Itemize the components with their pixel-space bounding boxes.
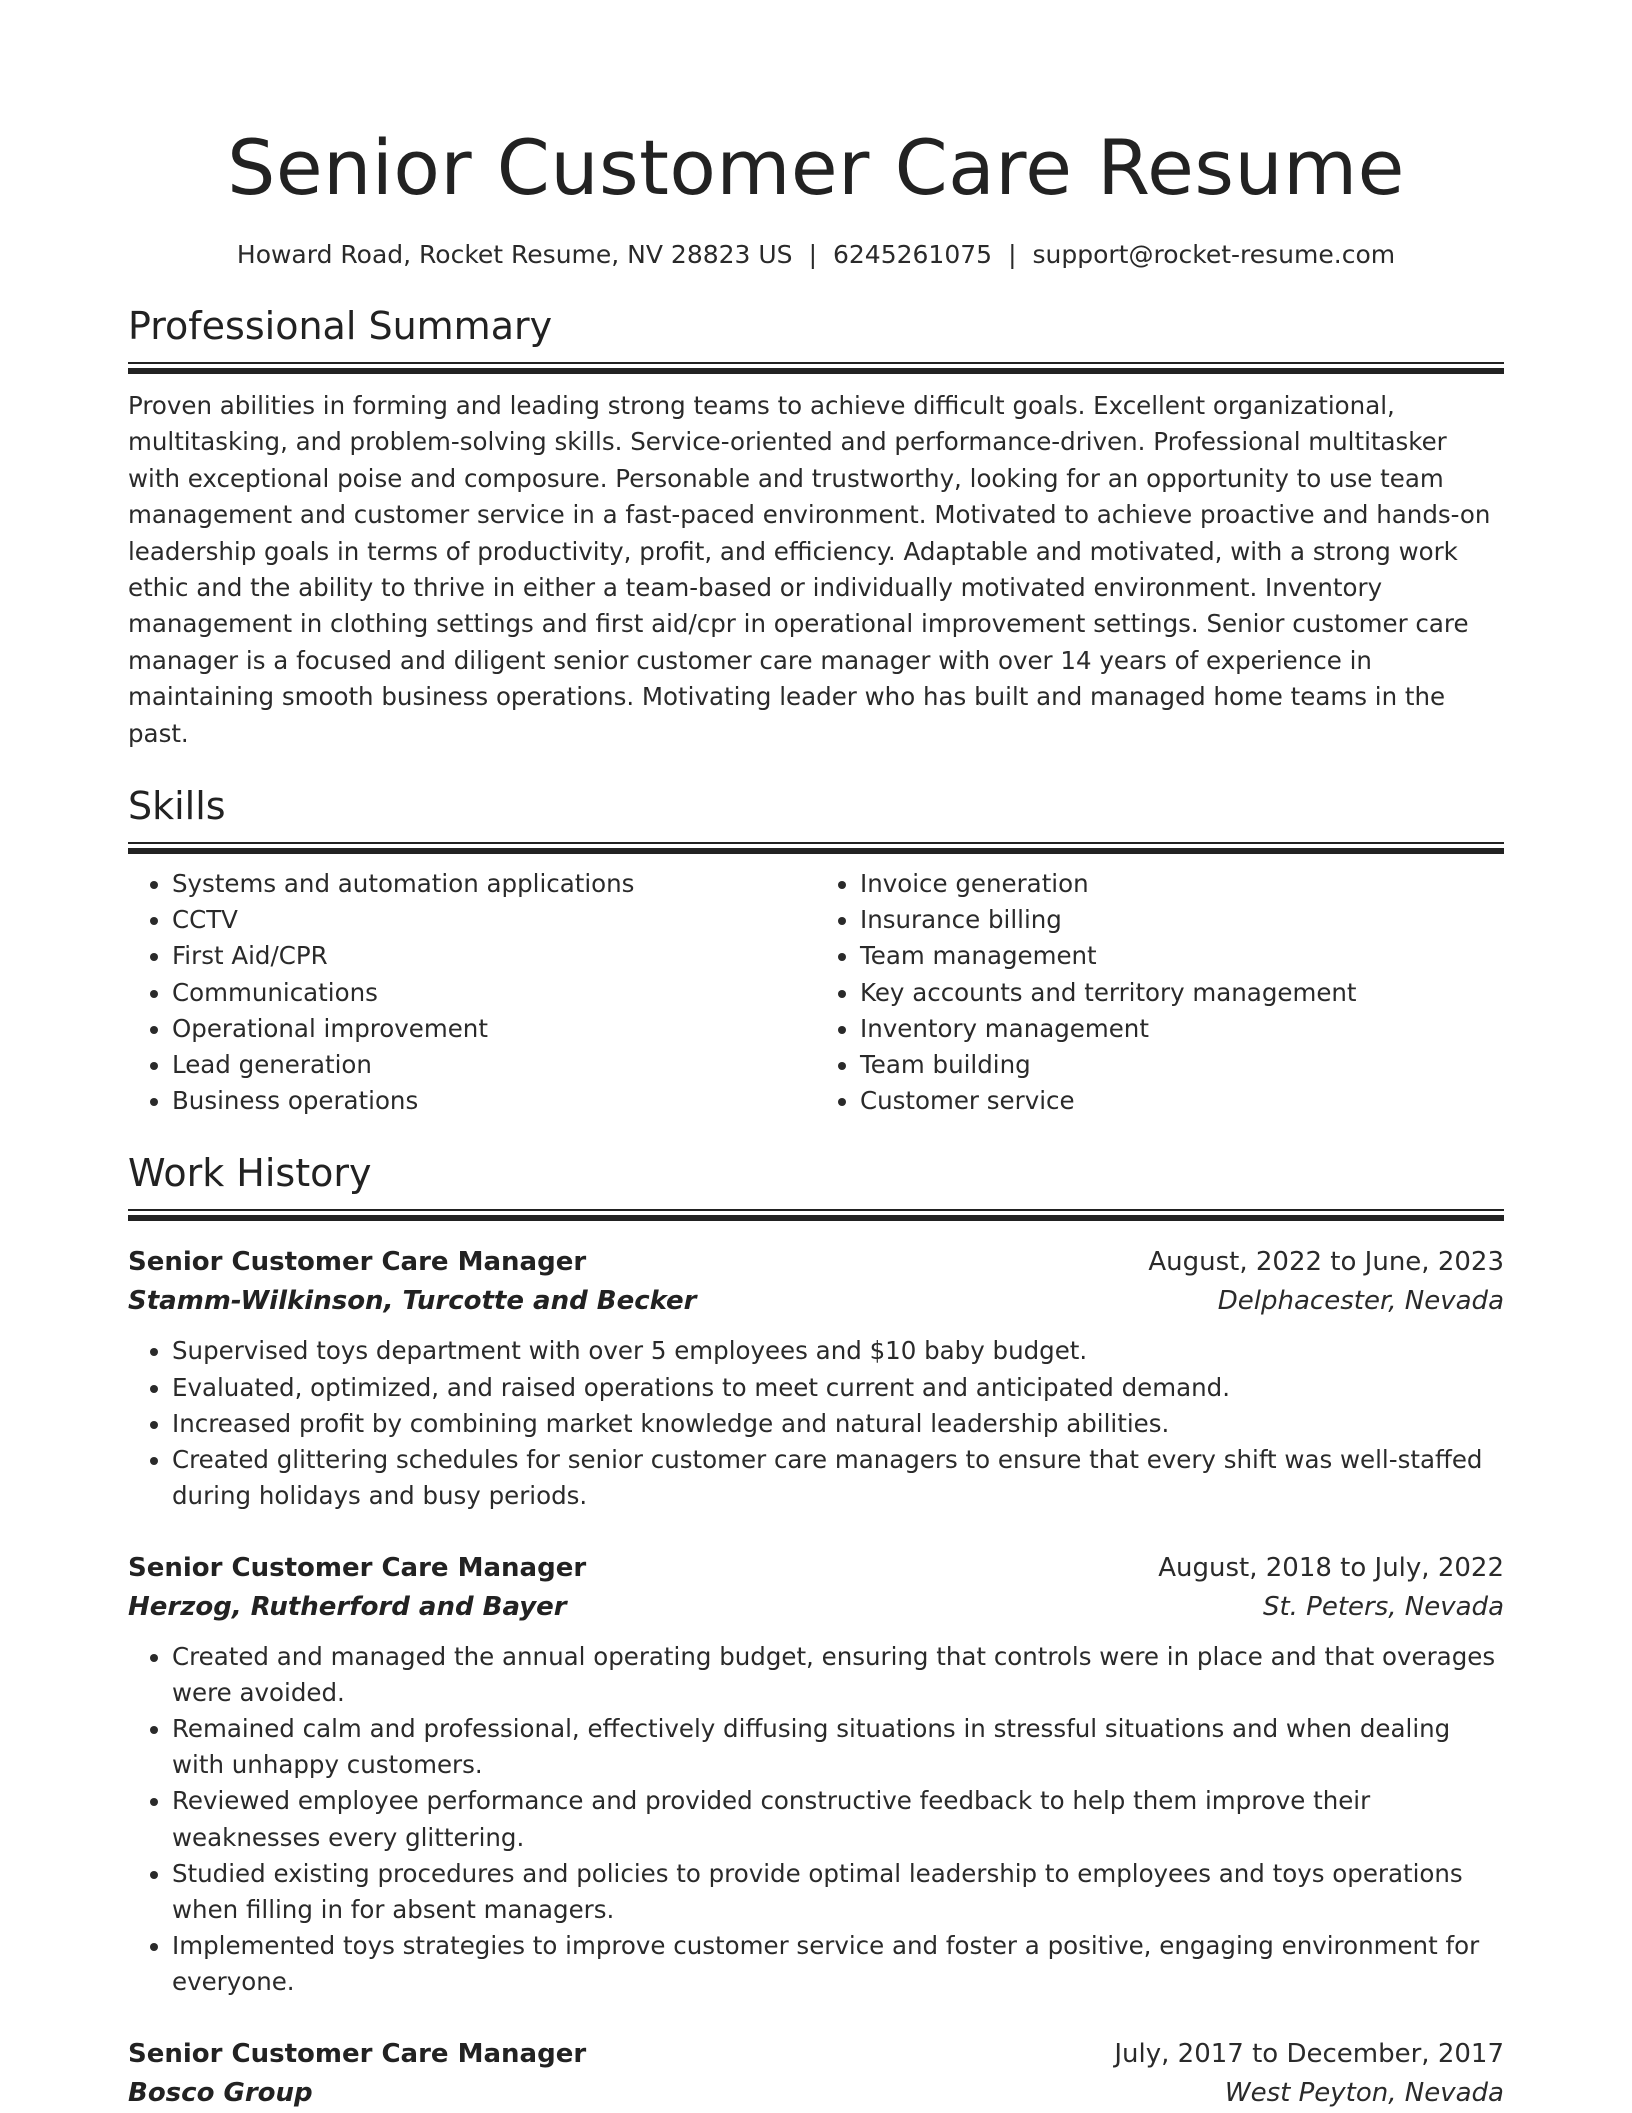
resume-title: Senior Customer Care Resume [227,123,1405,212]
job-header-row [128,2035,1504,2074]
contact-phone: 6245261075 [833,240,993,269]
job-bullet: • Created and managed the annual operating budget, ensuring that controls were in place and that overages were avoided. [172,1639,1504,1711]
job-company-row [128,1588,1504,1627]
job-dates: July, 2017 to December, 2017 [1114,2038,1504,2069]
contact-separator: | [1008,240,1017,269]
job-bullet: • Increased profit by combining market knowledge and natural leadership abilities. [172,1406,1504,1442]
skills-list-left [128,866,816,1119]
job-location: West Peyton, Nevada [1224,2077,1504,2108]
section-divider [128,362,1504,374]
skill-item: • Key accounts and territory management [860,975,1504,1011]
job-bullets [128,1639,1504,2001]
job-entry [128,1243,1504,1514]
job-header-row [128,1549,1504,1588]
job-company-row [128,2074,1504,2113]
job-dates: August, 2022 to June, 2023 [1148,1247,1504,1278]
job-bullets [128,1333,1504,1514]
job-header-row [128,1243,1504,1282]
skills-section [128,782,1504,1119]
job-location: St. Peters, Nevada [1262,1591,1504,1622]
summary-heading: Professional Summary [128,304,553,348]
skill-item: • Insurance billing [860,902,1504,938]
contact-separator: | [808,240,817,269]
job-bullet: • Evaluated, optimized, and raised operations to meet current and anticipated demand. [172,1370,1504,1406]
job-bullet: • Reviewed employee performance and provided constructive feedback to help them improve their weaknesses every glittering. [172,1783,1504,1855]
skill-item: • Inventory management [860,1011,1504,1047]
section-divider [128,1209,1504,1221]
skill-item: • Lead generation [172,1047,816,1083]
skill-item: • Team building [860,1047,1504,1083]
skill-item: • Invoice generation [860,866,1504,902]
job-bullet: • Supervised toys department with over 5 employees and $10 baby budget. [172,1333,1504,1369]
skills-list-right [816,866,1504,1119]
contact-line [128,238,1504,272]
section-divider [128,842,1504,854]
skill-item: • Operational improvement [172,1011,816,1047]
skill-item: • Team management [860,938,1504,974]
job-title: Senior Customer Care Manager [128,1247,587,1278]
summary-text: Proven abilities in forming and leading strong teams to achieve difficult goals. Excellent organizational, multitasking, and problem-solving skills. Service-oriented and performance-driven. Professional multitasker with exceptional poise and composure. Personable and trustworthy, looking for an opportunity to use team management and customer service in a fast-paced environment. Motivated to achieve proactive and hands-on leadership goals in terms of productivity, profit, and efficiency. Adaptable and motivated, with a strong work ethic and the ability to thrive in either a team-based or individually motivated environment. Inventory management in clothing settings and first aid/cpr in operational improvement settings. Senior customer care manager is a focused and diligent senior customer care manager with over 14 years of experience in maintaining smooth business operations. Motivating leader who has built and managed home teams in the past. [128,391,1491,748]
skill-item: • Customer service [860,1083,1504,1119]
job-entry [128,2035,1504,2113]
job-title: Senior Customer Care Manager [128,1552,587,1583]
job-location: Delphacester, Nevada [1217,1286,1504,1317]
job-title: Senior Customer Care Manager [128,2038,587,2069]
work-history-section [128,1149,1504,2112]
job-company-row [128,1282,1504,1321]
skill-item: • CCTV [172,902,816,938]
job-dates: August, 2018 to July, 2022 [1158,1552,1504,1583]
skills-columns [128,866,1504,1119]
job-bullet: • Created glittering schedules for senior customer care managers to ensure that every shift was well-staffed during holidays and busy periods. [172,1442,1504,1514]
skill-item: • Systems and automation applications [172,866,816,902]
contact-address: Howard Road, Rocket Resume, NV 28823 US [236,240,793,269]
contact-email[interactable]: support@rocket-resume.com [1032,240,1396,269]
job-entry [128,1549,1504,2001]
job-company: Stamm-Wilkinson, Turcotte and Becker [128,1286,697,1317]
skills-heading: Skills [128,784,226,829]
skill-item: • First Aid/CPR [172,938,816,974]
job-bullet: • Studied existing procedures and policies to provide optimal leadership to employees and toys operations when filling in for absent managers. [172,1856,1504,1928]
job-bullet: • Remained calm and professional, effectively diffusing situations in stressful situations and when dealing with unhappy customers. [172,1711,1504,1783]
job-bullet: • Implemented toys strategies to improve customer service and foster a positive, engaging environment for everyone. [172,1928,1504,2000]
skill-item: • Communications [172,975,816,1011]
job-company: Herzog, Rutherford and Bayer [128,1591,567,1622]
work-history-heading: Work History [128,1151,372,1196]
skill-item: • Business operations [172,1083,816,1119]
summary-section [128,302,1504,752]
job-company: Bosco Group [128,2077,313,2108]
